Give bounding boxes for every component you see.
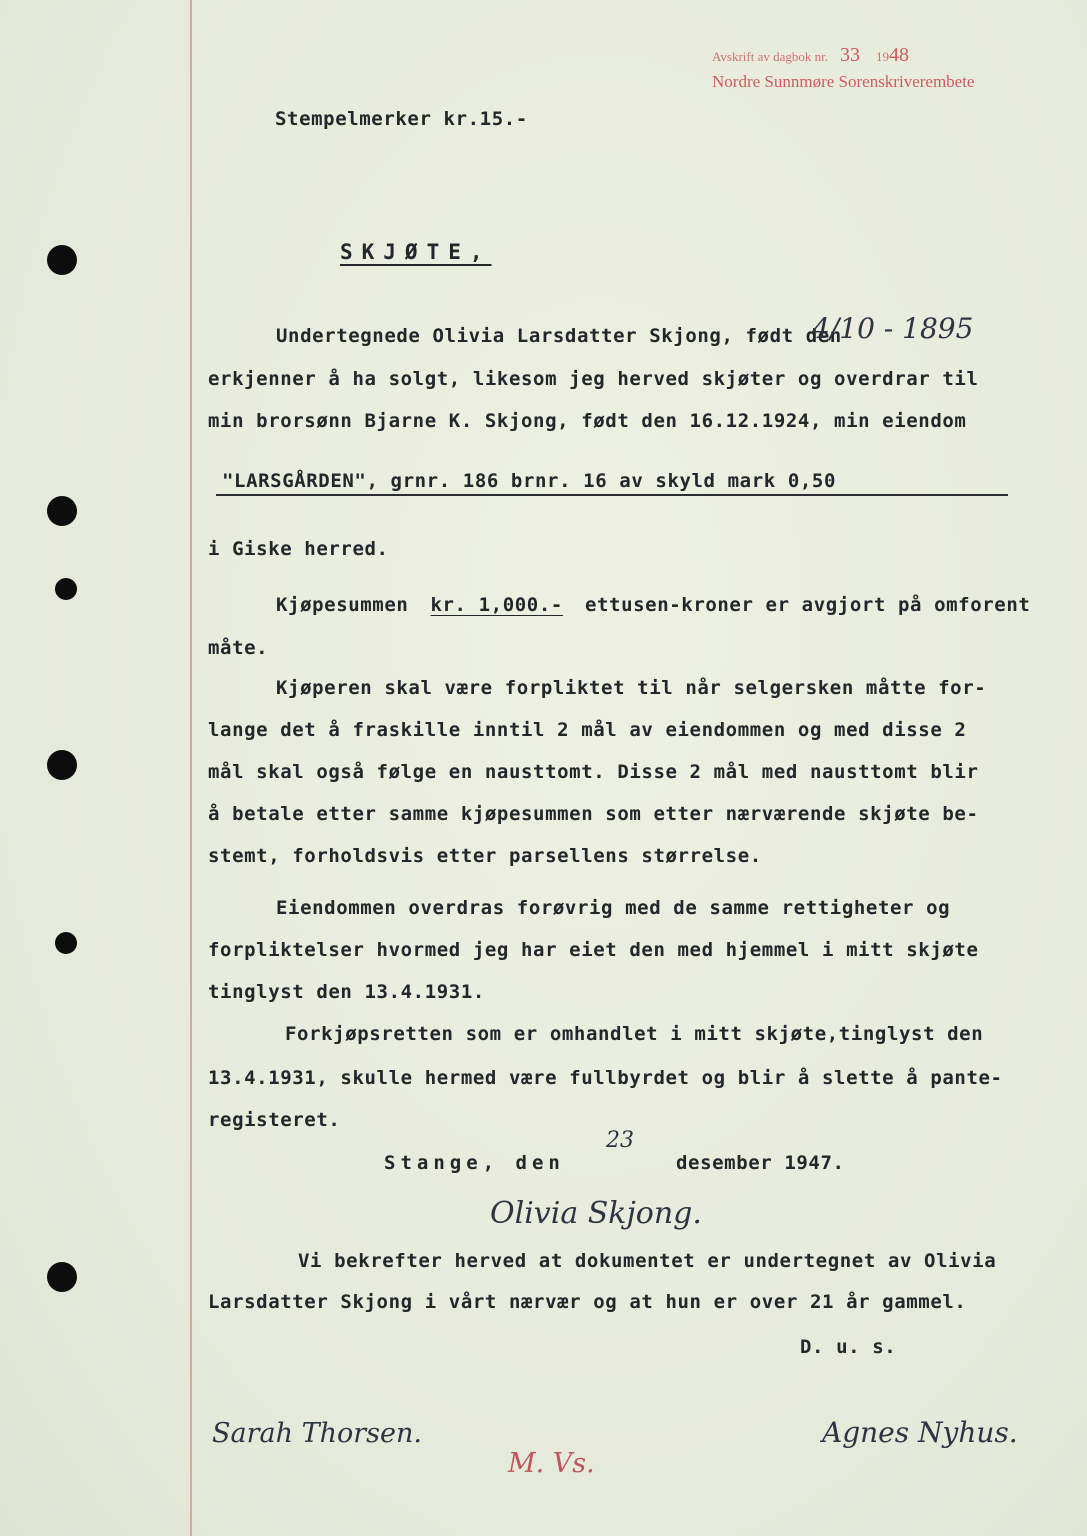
stamp-prefix: Avskrift av dagbok nr. [712, 49, 829, 64]
body-line: tinglyst den 13.4.1931. [208, 981, 485, 1003]
punch-hole [47, 1262, 77, 1292]
stamp-number: 33 [840, 44, 861, 66]
body-line: Undertegnede Olivia Larsdatter Skjong, født den [276, 325, 842, 347]
margin-line [190, 0, 192, 1536]
body-line: min brorsønn Bjarne K. Skjong, født den 16.12.1924, min eiendom [208, 410, 967, 432]
body-line: lange det å fraskille inntil 2 mål av eiendommen og med disse 2 [208, 719, 967, 741]
closing-dus: D. u. s. [800, 1336, 897, 1358]
registry-stamp [712, 44, 909, 67]
purchase-amount: kr. 1,000.- [430, 594, 563, 616]
punch-hole [55, 932, 77, 954]
body-line: erkjenner å ha solgt, likesom jeg herved skjøter og overdrar til [208, 368, 979, 390]
body-line: Vi bekrefter herved at dokumentet er undertegnet av Olivia [298, 1250, 997, 1272]
purchase-line [276, 594, 1030, 616]
handwritten-birthdate: 4/10 - 1895 [812, 312, 974, 345]
body-line: Forkjøpsretten som er omhandlet i mitt skjøte,tinglyst den [285, 1023, 984, 1045]
document-title: SKJØTE, [340, 240, 492, 264]
witness-signature-2: Agnes Nyhus. [822, 1416, 1018, 1449]
punch-hole [55, 578, 77, 600]
place-date-label: Stange, den [384, 1152, 565, 1174]
property-line: "LARSGÅRDEN", grnr. 186 brnr. 16 av skyld mark 0,50 [222, 470, 836, 492]
signature-seller: Olivia Skjong. [490, 1196, 702, 1231]
body-line: stemt, forholdsvis etter parsellens størrelse. [208, 845, 762, 867]
witness-signature-1: Sarah Thorsen. [212, 1418, 422, 1449]
body-line: Larsdatter Skjong i vårt nærvær og at hun er over 21 år gammel. [208, 1291, 967, 1313]
stamp-year-prefix: 19 [876, 49, 890, 64]
punch-hole [47, 496, 77, 526]
body-line: registeret. [208, 1109, 341, 1131]
property-underline [216, 494, 1008, 496]
purchase-label: Kjøpesummen [276, 594, 409, 616]
punch-hole [47, 245, 77, 275]
stamp-year: 48 [889, 44, 910, 66]
body-line: Kjøperen skal være forpliktet til når selgersken måtte for- [276, 677, 987, 699]
purchase-text: ettusen-kroner er avgjort på omforent [584, 594, 1031, 616]
body-line: forpliktelser hvormed jeg har eiet den med hjemmel i mitt skjøte [208, 939, 979, 961]
body-line: å betale etter samme kjøpesummen som etter nærværende skjøte be- [208, 803, 979, 825]
punch-hole [47, 750, 77, 780]
body-line: i Giske herred. [208, 538, 389, 560]
handwritten-day: 23 [606, 1128, 634, 1153]
stamp-office: Nordre Sunnmøre Sorenskriverembete [712, 72, 975, 91]
body-line: Eiendommen overdras forøvrig med de samme rettigheter og [276, 897, 951, 919]
stamp-fee: Stempelmerker kr.15.- [275, 108, 528, 130]
body-line: 13.4.1931, skulle hermed være fullbyrdet og blir å slette å pante- [208, 1067, 1003, 1089]
place-date-month: desember 1947. [676, 1152, 845, 1174]
red-initials: M. Vs. [508, 1448, 595, 1479]
body-line: mål skal også følge en nausttomt. Disse 2 mål med nausttomt blir [208, 761, 979, 783]
body-line: måte. [208, 637, 269, 659]
